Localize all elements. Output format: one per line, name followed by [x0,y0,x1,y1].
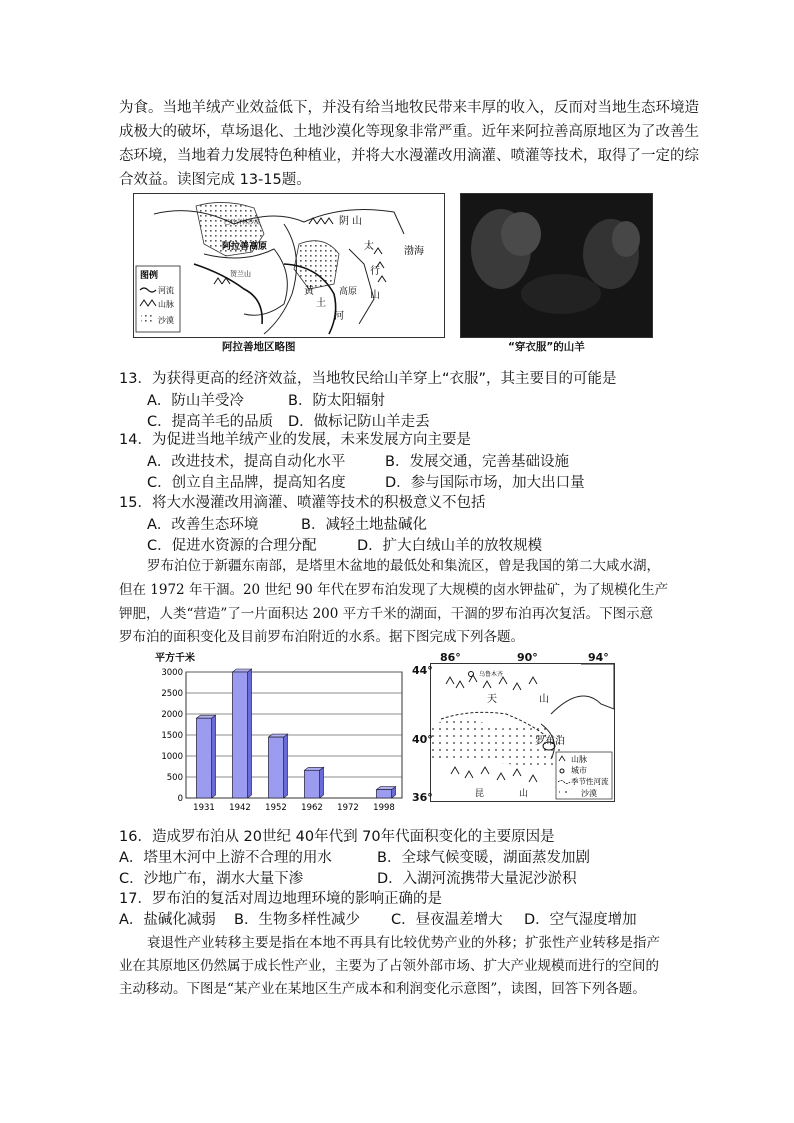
map-label-bohai: 渤海 [404,246,424,257]
q16-stem: 16．造成罗布泊从 20世纪 40年代到 70年代面积变化的主要原因是 [119,829,555,845]
map2-legend-city: 城市 [571,766,587,775]
map-label-tai: 太 [364,241,374,252]
map2-lat-40: 40° [412,733,433,746]
map-label-tu: 土 [316,298,326,309]
chart-bar-side [320,767,324,798]
chart-xtick-label: 1942 [229,803,251,813]
chart-bar-side [284,734,288,798]
map2-legend-mountain: 山脉 [571,755,587,764]
map2-shan: 山 [539,694,549,705]
chart-ytick-label: 2000 [161,710,183,720]
q14-option-b: B．发展交通，完善基础设施 [385,454,569,470]
q16-option-b: B．全球气候变暖，湖面蒸发加剧 [377,850,590,866]
chart-xtick-label: 1998 [373,803,395,813]
q15-option-d: D．扩大白绒山羊的放牧规模 [357,538,543,554]
intro-line-3: 态环境，当地着力发展特色种植业，并将大水漫灌改用滴灌、喷灌等技术，取得了一定的综 [119,148,699,164]
goat-photo-drawing [461,194,652,337]
chart-ylabel: 平方千米 [155,653,195,664]
map-label-shan1: 山 [352,216,362,227]
q17-option-b: B．生物多样性减少 [234,912,360,928]
lop-line-3: 钾肥，人类“营造”了一片面积达 200 平方千米的湖面，干涸的罗布泊再次复活。下图示意 [119,606,654,622]
q16-option-a: A．塔里木河中上游不合理的用水 [119,850,332,866]
chart-ytick-label: 2500 [161,689,183,699]
q15-option-c: C．促进水资源的合理分配 [147,538,317,554]
lop-area-chart-svg [150,650,410,815]
map-label-shan2: 山 [370,290,380,301]
q15-option-b: B．减轻土地盐碱化 [301,517,427,533]
goat-photo [460,193,653,338]
intro-line-4: 合效益。读图完成 13-15题。 [119,172,311,188]
lop-nur-map-drawing [431,664,614,801]
map2-tian: 天 [487,694,497,705]
q13-stem: 13．为获得更高的经济效益，当地牧民给山羊穿上“衣服”，其主要目的可能是 [119,371,617,387]
map2-lop: 罗布泊 [535,736,565,747]
q14-option-d: D．参与国际市场，加大出口量 [385,475,585,491]
legend-mountain: 山脉 [158,300,174,309]
map2-legend-river: 季节性河流 [571,777,609,786]
chart-xtick-label: 1931 [193,803,215,813]
q16-option-d: D．入湖河流携带大量泥沙淤积 [377,871,577,887]
chart-bar-side [212,715,216,798]
legend-river: 河流 [158,286,174,295]
alashan-map [133,193,445,338]
q14-option-a: A．改进技术，提高自动化水平 [147,454,346,470]
lop-area-chart [150,650,410,815]
map2-lat-44: 44° [412,664,433,677]
q13-option-a: A．防山羊受冷 [147,393,244,409]
map-label-he: 河 [334,311,344,322]
lop-nur-map [430,663,615,802]
chart-ytick-label: 1000 [161,752,183,762]
q17-option-d: D．空气湿度增加 [524,912,637,928]
chart-bar-side [248,669,252,798]
chart-bar [196,718,211,798]
lop-line-4: 罗布泊的面积变化及目前罗布泊附近的水系。据下图完成下列各题。 [119,629,524,645]
chart-xtick-label: 1962 [301,803,323,813]
map2-lon-86: 86° [440,651,461,664]
map2-lon-90: 90° [517,651,538,664]
map2-lat-36: 36° [412,791,433,804]
q15-stem: 15．将大水漫灌改用滴灌、喷灌等技术的积极意义不包括 [119,495,486,511]
q17-option-c: C．昼夜温差增大 [391,912,503,928]
q14-stem: 14．为促进当地羊绒产业的发展，未来发展方向主要是 [119,432,471,448]
map-caption: 阿拉善地区略图 [222,341,296,353]
q13-option-b: B．防太阳辐射 [288,393,385,409]
map2-shan2: 山 [519,789,529,799]
lop-line-1: 罗布泊位于新疆东南部，是塔里木盆地的最低处和集流区，曾是我国的第二大咸水湖， [147,558,660,574]
chart-bar [304,770,319,798]
map-label-alashan: 阿拉善高原 [222,242,268,252]
map-label-hang: 行 [370,266,380,277]
legend-title: 图例 [140,271,159,281]
chart-bar [268,737,283,798]
chart-bar [376,790,391,798]
map-label-helan: 贺兰山 [230,270,251,278]
legend-desert: 沙漠 [158,316,174,325]
q13-option-d: D．做标记防山羊走丢 [288,414,430,430]
alashan-map-drawing [134,194,444,337]
map2-legend-desert: 沙漠 [581,789,597,798]
q17-option-a: A．盐碱化减弱 [119,912,216,928]
map-label-yin: 阴 [339,216,349,227]
photo-caption: “穿衣服”的山羊 [508,341,585,353]
transfer-line-2: 业在其原地区仍然属于成长性产业，主要为了占领外部市场、扩大产业规模而进行的空间的 [119,958,659,974]
map-label-badain: 巴丹吉林沙漠 [224,219,261,226]
q13-option-c: C．提高羊毛的品质 [147,414,274,430]
transfer-line-1: 衰退性产业转移主要是指在本地不再具有比较优势产业的外移；扩张性产业转移是指产 [147,935,660,951]
chart-ytick-label: 0 [177,794,183,804]
chart-bar [232,672,247,798]
q14-option-c: C．创立自主品牌，提高知名度 [147,475,346,491]
map2-lon-94: 94° [588,651,609,664]
chart-ytick-label: 1500 [161,731,183,741]
transfer-line-3: 主动移动。下图是“某产业在某地区生产成本和利润变化示意图”，读图，回答下列各题。 [119,981,646,997]
map-label-gao: 高原 [339,287,358,297]
map-label-huang: 黄 [304,286,314,297]
map2-kun: 昆 [475,789,485,799]
chart-xtick-label: 1952 [265,803,287,813]
intro-line-1: 为食。当地羊绒产业效益低下，并没有给当地牧民带来丰厚的收入，反而对当地生态环境造 [119,100,699,116]
q16-option-c: C．沙地广布，湖水大量下渗 [119,871,304,887]
chart-ytick-label: 3000 [161,668,183,678]
q15-option-a: A．改善生态环境 [147,517,259,533]
intro-line-2: 成极大的破坏，草场退化、土地沙漠化等现象非常严重。近年来阿拉善高原地区为了改善生 [119,124,699,140]
map2-urumqi: 乌鲁木齐 [479,671,504,678]
q17-stem: 17．罗布泊的复活对周边地理环境的影响正确的是 [119,891,442,907]
chart-ytick-label: 500 [166,773,183,783]
chart-xtick-label: 1972 [337,803,359,813]
lop-line-2: 但在 1972 年干涸。20 世纪 90 年代在罗布泊发现了大规模的卤水钾盐矿，为了规模化生产 [119,582,669,598]
